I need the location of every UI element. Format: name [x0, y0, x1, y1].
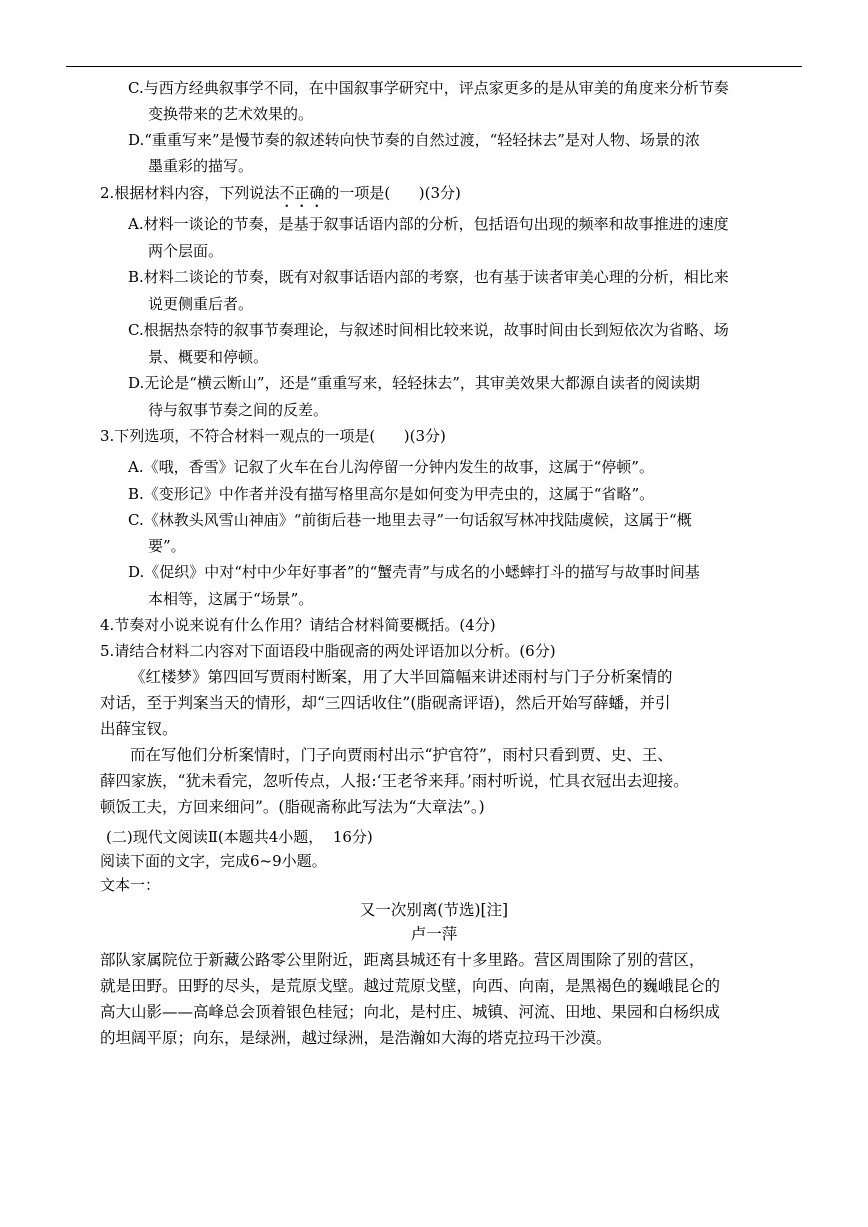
q5-para1-line2: 对话，至于判案当天的情形，却“三四话收住”(脂砚斋评语)，然后开始写薛蟠，并引 [100, 694, 671, 712]
q2-option-b-line2: 说更侧重后者。 [148, 295, 254, 313]
q2-stem-emphasis: 不正确 [279, 184, 325, 202]
article-title: 又一次别离(节选)[注] [359, 901, 509, 919]
article-body-line1: 部队家属院位于新藏公路零公里附近，距离县城还有十多里路。营区周围除了别的营区， [100, 951, 705, 969]
q2-option-c-line1: C.根据热奈特的叙事节奏理论，与叙述时间相比较来说，故事时间由长到短依次为省略、场 [128, 321, 729, 339]
section2-instruction: 阅读下面的文字，完成6~9小题。 [100, 852, 327, 870]
q3-option-d-line2: 本相等，这属于“场景”。 [148, 590, 314, 608]
q2-stem-a: 2.根据材料内容，下列说法 [100, 184, 280, 202]
q1-option-d-line2: 墨重彩的描写。 [148, 157, 254, 175]
q3-option-c-line1: C.《林教头风雪山神庙》“前街后巷一地里去寻”一句话叙写林冲找陆虞候，这属于“概 [128, 511, 692, 529]
q2-option-b-line1: B.材料二谈论的节奏，既有对叙事话语内部的考察，也有基于读者审美心理的分析，相比来 [128, 268, 729, 286]
article-body-line3: 高大山影——高峰总会顶着银色桂冠；向北，是村庄、城镇、河流、田地、果园和白杨织成 [100, 1003, 721, 1021]
q2-option-d-line1: D.无论是“横云断山”，还是“重重写来，轻轻抹去”，其审美效果大都源自读者的阅读期 [128, 374, 700, 392]
q5-para1-line1: 《红楼梦》第四回写贾雨村断案，用了大半回篇幅来讲述雨村与门子分析案情的 [130, 668, 673, 686]
q4-stem: 4.节奏对小说来说有什么作用？请结合材料简要概括。(4分) [100, 616, 496, 634]
q2-option-a-line2: 两个层面。 [148, 242, 224, 260]
q5-para2-line3: 顿饭工夫，方回来细问”。(脂砚斋称此写法为“大章法”。) [100, 798, 485, 816]
q5-para2-line1: 而在写他们分析案情时，门子向贾雨村出示“护官符”，雨村只看到贾、史、王、 [130, 746, 673, 764]
q2-option-c-line2: 景、概要和停顿。 [148, 348, 269, 366]
text-one-label: 文本一： [100, 876, 161, 894]
q2-option-d-line2: 待与叙事节奏之间的反差。 [148, 401, 329, 419]
q5-para1-line3: 出薛宝钗。 [100, 720, 178, 738]
q2-option-a-line1: A.材料一谈论的节奏，是基于叙事话语内部的分析，包括语句出现的频率和故事推进的速度 [128, 215, 729, 233]
q3-option-c-line2: 要”。 [148, 537, 186, 555]
q3-stem: 3.下列选项，不符合材料一观点的一项是( )(3分) [100, 427, 446, 445]
q1-option-d-line1: D.“重重写来”是慢节奏的叙述转向快节奏的自然过渡，“轻轻抹去”是对人物、场景的浓 [128, 131, 700, 149]
q5-para2-line2: 薛四家族，“犹未看完，忽听传点，人报:‘王老爷来拜。’雨村听说，忙具衣冠出去迎接。 [100, 772, 689, 790]
q1-option-c-line1: C.与西方经典叙事学不同，在中国叙事学研究中，评点家更多的是从审美的角度来分析节奏 [128, 79, 729, 97]
q3-option-a: A.《哦，香雪》记叙了火车在台儿沟停留一分钟内发生的故事，这属于“停顿”。 [128, 458, 654, 476]
section2-heading: (二)现代文阅读Ⅱ(本题共4小题， 16分) [106, 828, 373, 846]
q1-option-c-line2: 变换带来的艺术效果的。 [148, 105, 314, 123]
header-rule [66, 66, 802, 67]
article-author: 卢一萍 [410, 925, 458, 943]
q5-stem: 5.请结合材料二内容对下面语段中脂砚斋的两处评语加以分析。(6分) [100, 642, 556, 660]
article-body-line2: 就是田野。田野的尽头，是荒原戈壁。越过荒原戈壁，向西、向南，是黑褐色的巍峨昆仑的 [100, 977, 721, 995]
q3-option-d-line1: D.《促织》中对“村中少年好事者”的“蟹壳青”与成名的小蟋蟀打斗的描写与故事时间基 [128, 563, 700, 581]
q2-stem-b: 的一项是( )(3分) [324, 184, 461, 202]
q3-option-b: B.《变形记》中作者并没有描写格里高尔是如何变为甲壳虫的，这属于“省略”。 [128, 485, 655, 503]
q2-stem [100, 183, 461, 211]
article-body-line4: 的坦阔平原；向东，是绿洲，越过绿洲，是浩瀚如大海的塔克拉玛干沙漠。 [100, 1029, 612, 1047]
